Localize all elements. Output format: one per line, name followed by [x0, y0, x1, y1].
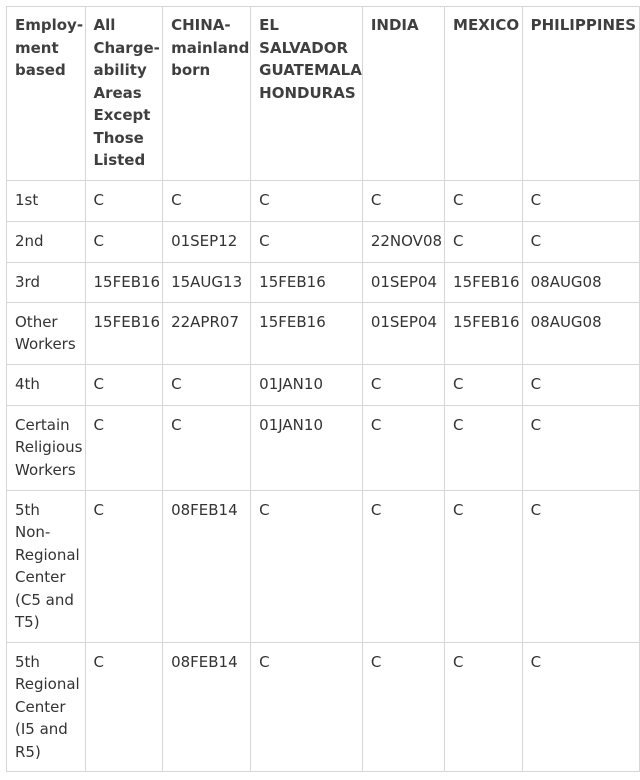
header-line: HONDURAS	[259, 83, 356, 102]
header-line: CHINA-	[171, 16, 231, 34]
table-body	[7, 180, 640, 772]
header-line: Employ-	[15, 16, 84, 34]
header-line: INDIA	[370, 16, 419, 34]
final-action-date-cell: C	[251, 180, 363, 221]
preference-category-cell	[7, 642, 86, 772]
category-line: T5)	[15, 613, 40, 631]
final-action-date-cell: 22APR07	[163, 302, 251, 364]
header-line: SALVADOR	[259, 38, 349, 57]
preference-category-cell	[7, 221, 86, 262]
category-line: Center	[15, 568, 66, 586]
final-action-date-cell: 01SEP04	[362, 262, 444, 302]
final-action-date-cell: C	[251, 490, 363, 642]
category-line: 5th	[15, 500, 40, 519]
final-action-date-cell: C	[445, 490, 523, 642]
visa-bulletin-table-container	[6, 6, 640, 772]
header-mexico	[445, 7, 523, 181]
final-action-date-cell: C	[445, 642, 523, 772]
header-line: MEXICO	[453, 16, 520, 34]
final-action-date-cell: 15FEB16	[445, 262, 523, 302]
final-action-date-cell: 01SEP12	[163, 221, 251, 262]
header-row	[7, 7, 640, 181]
final-action-date-cell: C	[85, 221, 163, 262]
final-action-date-cell: C	[362, 364, 444, 405]
final-action-date-cell: C	[522, 364, 639, 405]
final-action-date-cell: 15FEB16	[85, 262, 163, 302]
final-action-date-cell: 15AUG13	[163, 262, 251, 302]
preference-category-cell	[7, 364, 86, 405]
category-line: 4th	[15, 374, 40, 393]
final-action-date-cell: C	[522, 405, 639, 490]
preference-category-cell	[7, 302, 86, 364]
category-line: 5th	[15, 652, 40, 671]
final-action-date-cell: 15FEB16	[85, 302, 163, 364]
final-action-date-cell: 15FEB16	[445, 302, 523, 364]
header-employment-based	[7, 7, 86, 181]
category-line: 1st	[15, 190, 39, 209]
final-action-date-cell: C	[362, 405, 444, 490]
header-line: GUATEMALA	[259, 61, 362, 79]
category-line: Regional	[15, 675, 80, 693]
final-action-date-cell: C	[85, 364, 163, 405]
category-line: Regional	[15, 545, 80, 564]
header-line: Except	[93, 106, 151, 124]
header-line: Charge-	[93, 38, 160, 57]
table-row	[7, 221, 640, 262]
preference-category-cell	[7, 405, 86, 490]
table-row	[7, 302, 640, 364]
header-line: mainland	[171, 38, 250, 57]
final-action-date-cell: C	[362, 180, 444, 221]
category-line: Non-	[15, 523, 51, 541]
header-china-mainland-born	[163, 7, 251, 181]
header-all-chargeability-areas	[85, 7, 163, 181]
table-row	[7, 262, 640, 302]
final-action-date-cell: C	[362, 490, 444, 642]
final-action-date-cell: 08FEB14	[163, 490, 251, 642]
final-action-date-cell: C	[445, 180, 523, 221]
final-action-date-cell: C	[522, 490, 639, 642]
table-row	[7, 405, 640, 490]
final-action-date-cell: C	[251, 642, 363, 772]
header-line: Those	[93, 128, 144, 147]
final-action-date-cell: C	[445, 364, 523, 405]
table-row	[7, 364, 640, 405]
category-line: Certain	[15, 415, 70, 434]
header-line: Areas	[93, 83, 142, 102]
final-action-date-cell: 15FEB16	[251, 262, 363, 302]
final-action-date-cell: 08AUG08	[522, 262, 639, 302]
final-action-date-cell: 15FEB16	[251, 302, 363, 364]
table-header	[7, 7, 640, 181]
category-line: (I5 and	[15, 720, 68, 738]
header-line: based	[15, 61, 66, 79]
preference-category-cell	[7, 490, 86, 642]
final-action-date-cell: C	[85, 180, 163, 221]
final-action-date-cell: C	[85, 490, 163, 642]
final-action-date-cell: C	[522, 180, 639, 221]
table-row	[7, 490, 640, 642]
final-action-date-cell: C	[163, 364, 251, 405]
category-line: Workers	[15, 460, 76, 479]
header-line: born	[171, 61, 211, 79]
category-line: Workers	[15, 335, 76, 353]
category-line: (C5 and	[15, 590, 74, 609]
final-action-date-cell: 01JAN10	[251, 405, 363, 490]
final-action-date-cell: C	[445, 405, 523, 490]
final-action-date-cell: C	[445, 221, 523, 262]
header-el-salvador-guatemala-honduras	[251, 7, 363, 181]
header-line: EL	[259, 16, 279, 34]
final-action-date-cell: C	[522, 642, 639, 772]
header-line: PHILIPPINES	[530, 16, 637, 34]
final-action-date-cell: 01JAN10	[251, 364, 363, 405]
header-line: ment	[15, 38, 59, 57]
final-action-date-cell: C	[251, 221, 363, 262]
final-action-date-cell: 22NOV08	[362, 221, 444, 262]
final-action-date-cell: C	[362, 642, 444, 772]
employment-based-dates-table	[6, 6, 640, 772]
preference-category-cell	[7, 180, 86, 221]
header-line: ability	[93, 61, 147, 79]
header-india	[362, 7, 444, 181]
final-action-date-cell: C	[163, 180, 251, 221]
final-action-date-cell: C	[85, 642, 163, 772]
category-line: Other	[15, 312, 58, 331]
category-line: Religious	[15, 438, 83, 456]
final-action-date-cell: 08AUG08	[522, 302, 639, 364]
category-line: 2nd	[15, 231, 44, 250]
table-row	[7, 180, 640, 221]
preference-category-cell	[7, 262, 86, 302]
final-action-date-cell: 08FEB14	[163, 642, 251, 772]
header-line: Listed	[93, 151, 146, 169]
final-action-date-cell: 01SEP04	[362, 302, 444, 364]
final-action-date-cell: C	[522, 221, 639, 262]
table-row	[7, 642, 640, 772]
category-line: R5)	[15, 742, 41, 761]
final-action-date-cell: C	[163, 405, 251, 490]
category-line: 3rd	[15, 272, 40, 291]
category-line: Center	[15, 697, 66, 716]
header-line: All	[93, 16, 116, 34]
header-philippines	[522, 7, 639, 181]
final-action-date-cell: C	[85, 405, 163, 490]
